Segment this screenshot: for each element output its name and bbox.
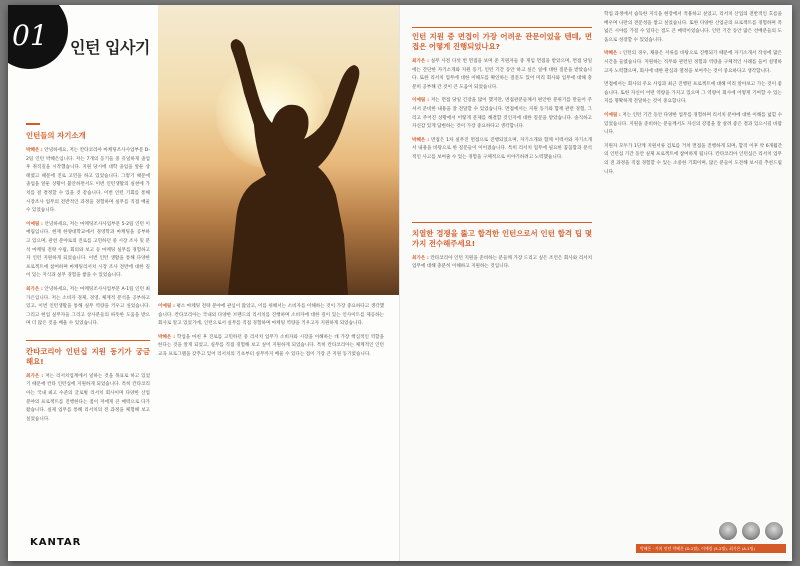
paragraph	[604, 143, 782, 177]
page-title: 인턴 입사기	[70, 38, 150, 57]
person-silhouette-icon	[158, 5, 400, 295]
speaker-label: 최가은 :	[412, 59, 430, 64]
paragraph	[604, 112, 782, 138]
paragraph-text: 면접은 1차 실무진 면접으로 진행되었으며, 자기소개와 함께 이력서와 자기소개서 내용을 바탕으로 한 질문들이 이어졌습니다. 특히 리서치 업무에 필요한 꼼꼼함과 분석적인 사고를 보여줄 수 있는 경험을 구체적으로 이야기하려고 노력했습니다.	[412, 137, 593, 160]
motivation-paragraph	[158, 303, 384, 329]
section-heading-intro: 인턴들의 자기소개	[26, 131, 86, 140]
paragraph-text: 칸타코리아 인턴 지원을 준비하는 분들께 가장 드리고 싶은 조언은 회사와 리서치 업무에 대해 충분히 이해하고 지원하는 것입니다.	[412, 255, 593, 270]
section-number: 01	[12, 19, 48, 52]
section-box-motivation	[26, 340, 150, 367]
avatar	[764, 521, 784, 541]
paragraph-text: 평소 마케팅 전략 분야에 관심이 많았고, 이를 위해서는 소비자를 이해하는 것이 가장 중요하다고 생각했습니다. 칸타코리아는 국내외 다양한 브랜드의 리서치를 진행하며 소비자에 대한 깊이 있는 인사이트를 제공하는 회사로 알고 있었기에, 인턴으로서 실무를 직접 경험하며 마케팅 역량을 키우고자 지원하게 되었습니다.	[158, 304, 385, 327]
tips-paragraph	[412, 255, 592, 272]
intro-paragraph	[26, 286, 150, 329]
speaker-label: 박혜은 :	[26, 148, 43, 153]
motivation-paragraph	[158, 334, 384, 360]
speaker-label: 최가은 :	[26, 286, 43, 292]
speaker-label: 이예림 :	[604, 112, 621, 118]
speaker-label: 이예림 :	[412, 98, 430, 104]
paragraph-text: 안녕하세요, 저는 마케팅조사사업부문 5-2팀 인턴 이예림입니다. 현재 한양대학교에서 경영학과 마케팅을 공부하고 있으며, 관련 분야로의 진로를 고민하던 중 시장 조사 및 분석 마케팅 전략 수립, 회의와 보고 등 마케팅 실무를 경험하고자 인턴 지원하게 되었습니다. 이번 인턴 생활을 통해 다양한 프로젝트에 참여하며 마케팅리서치 시장 조사 전반에 대한 깊이 있는 지식과 실무 경험을 쌓을 수 있었습니다.	[26, 221, 150, 279]
paragraph-text: 지원자 모두가 1단계 지원서류 검토를 거쳐 면접을 진행하게 되며, 합격 이후 약 6개월간의 인턴십 기간 동안 실제 프로젝트에 참여하게 됩니다. 칸타코리아 인턴십은 리서치 업무의 전 과정을 직접 경험할 수 있는 소중한 기회이며, 많은 분들이 도전해 보시길 추천드립니다.	[604, 143, 782, 175]
paragraph	[604, 11, 782, 45]
section-box-tips	[412, 222, 592, 249]
intro-paragraph	[26, 221, 150, 281]
magazine-spread	[8, 5, 792, 561]
paragraph-text: 실무 사전 다섯 번 면접을 보며 준 지원자들 중 게임 면접을 받았으며, 면접 당일에는 간단한 자기소개와 지원 동기, 인턴 기간 동안 하고 싶은 일에 대한 질문을 받았습니다. 또한 리서치 업무에 대한 이해도를 확인하는 질문도 있어 미리 회사와 업무에 대해 충분히 공부해 간 것이 큰 도움이 되었습니다.	[412, 59, 593, 90]
interview-paragraph	[412, 137, 592, 163]
speaker-label: 최가은 :	[412, 255, 429, 261]
paragraph-text: 저는 면접 당일 긴장을 많이 했지만, 면접관분들께서 편안한 분위기를 만들어 주셔서 준비한 내용을 잘 전달할 수 있었습니다. 면접에서는 지원 동기와 함께 관련 경험, 그리고 주어진 상황에서 어떻게 문제를 해결할 것인지에 대한 질문을 받았습니다. 솔직하고 자신감 있게 답변하는 것이 가장 중요하다고 생각합니다.	[412, 98, 592, 130]
accent-rule	[26, 123, 40, 125]
speaker-label: 이예림 :	[26, 221, 43, 227]
paragraph	[604, 81, 782, 107]
speaker-label: 박혜은 :	[158, 334, 176, 340]
speaker-label: 박혜은 :	[604, 51, 622, 57]
photo-caption: 박혜은 · 가치 인턴 박혜은 (D-2팀), 이예림 (5-2팀), 최가은 (A-1팀)	[636, 544, 786, 553]
motivation-paragraph	[26, 373, 150, 425]
kantar-logo	[30, 530, 81, 549]
avatar	[741, 521, 761, 541]
right-column-1	[412, 27, 592, 277]
left-column-1	[26, 123, 150, 429]
speaker-label: 최가은 :	[26, 373, 44, 379]
paragraph	[604, 50, 782, 76]
intern-avatars	[718, 521, 784, 541]
paragraph-text: 학업 과정에서 습득한 지식을 현장에서 적용하고 싶었고, 리서치 산업의 전반적인 흐름을 배우며 나만의 전문성을 쌓고 싶었습니다. 또한 다양한 산업군의 프로젝트를 경험하며 폭넓은 시야를 가질 수 있다는 점도 큰 매력이었습니다. 인턴 기간 동안 많은 선배분들의 도움으로 성장할 수 있었습니다.	[604, 12, 782, 43]
interview-paragraph	[412, 97, 592, 131]
speaker-label: 박혜은 :	[412, 137, 430, 143]
avatar	[718, 521, 738, 541]
left-page	[8, 5, 400, 561]
left-column-2	[158, 303, 384, 365]
paragraph-text: 저는 리서치업계에서 일하는 것을 목표로 하고 있었기 때문에 칸타 인턴십에 지원하게 되었습니다. 특히 칸타코리아는 국내 최고 수준의 글로벌 리서치 회사이며 다양한 산업 분야의 프로젝트를 진행한다는 점이 저에게 큰 매력으로 다가왔습니다. 실제 업무를 통해 리서치의 전 과정을 체험해 보고 싶었습니다.	[26, 373, 151, 422]
section-heading-interview: 인턴 지원 중 면접이 가장 어려운 관문이었을 텐데, 면접은 어떻게 진행되었나요?	[412, 32, 592, 51]
paragraph-text: 안녕하세요, 저는 마케팅조사사업부문 A-1팀 인턴 최가은입니다. 저는 소비자 경제, 경영, 체계적 분석을 공부하고 있고, 이번 인턴생활을 통해 실무 역량을 키우고 싶었습니다. 그리고 현업 실무자들 그리고 상사분들의 따뜻한 도움을 받으며 더 많은 것을 배울 수 있었습니다.	[26, 286, 150, 327]
paragraph-text: 인턴의 경우, 채용은 서류를 바탕으로 진행되기 때문에 자기소개서 작성에 많은 시간을 들였습니다. 지원하는 직무와 관련된 경험과 역량을 구체적인 사례를 들어 설명하고자 노력했으며, 회사에 대한 관심과 열정을 보여주는 것이 중요하다고 생각합니다.	[604, 51, 782, 74]
sunset-celebration-photo	[158, 5, 400, 295]
section-heading-tips: 치열한 경쟁을 뚫고 합격한 인턴으로서 인턴 합격 팁 몇 가지 전수해주세요!	[412, 228, 592, 248]
speaker-label: 이예림 :	[158, 304, 175, 309]
accent-rule	[412, 27, 592, 28]
brand-text: KANTAR	[30, 537, 82, 548]
paragraph-text: 저는 인턴 기간 동안 다양한 업무를 경험하며 리서치 분야에 대한 이해를 넓힐 수 있었습니다. 지원을 준비하는 분들께서도 자신의 강점을 잘 살려 좋은 결과 있으시길 바랍니다.	[604, 112, 783, 136]
right-page	[400, 5, 792, 561]
section-heading-motivation: 칸타코리아 인턴십 지원 동기가 궁금해요!	[26, 346, 150, 366]
right-column-2	[604, 11, 782, 182]
paragraph-text: 면접에서는 회사의 주요 사업과 최근 진행된 프로젝트에 대해 미리 알아보고 가는 것이 좋습니다. 또한 자신이 어떤 역량을 가지고 있으며 그 역량이 회사에 어떻게 기여할 수 있는지를 명확하게 전달하는 것이 중요합니다.	[604, 82, 782, 105]
paragraph-text: 안녕하세요, 저는 칸타코리아 마케팅조사사업부문 D-2팀 인턴 박혜은입니다. 저는 7개의 동기들 중 유일하게 졸업 후 취직길을 시작했습니다. 지원 당시에 대학 졸업을 앞둔 상태였고 때문에 진로 고민을 하고 있었습니다. 그렇기 때문에 졸업을 앞둔 상황이 불안하면서도 이번 인턴생활의 실천에 가치를 걸 결정할 수 있을 것 같습니다. 이번 인턴 기회를 통해 시장조사 업무의 전반적인 과정을 경험하며 실무를 직접 배울 수 있었습니다.	[26, 148, 150, 214]
interview-paragraph	[412, 58, 592, 92]
intro-paragraph	[26, 147, 150, 216]
paragraph-text: 학업을 마친 후 진로를 고민하던 중 리서치 업무가 소비자와 시장을 이해하는 데 가장 핵심적인 역할을 한다는 것을 알게 되었고, 실무를 직접 경험해 보고 싶어 지원하게 되었습니다. 특히 칸타코리아는 체계적인 인턴 교육 프로그램을 갖추고 있어 리서치의 기초부터 실무까지 배울 수 있다는 점이 가장 큰 지원 동기였습니다.	[158, 334, 385, 357]
